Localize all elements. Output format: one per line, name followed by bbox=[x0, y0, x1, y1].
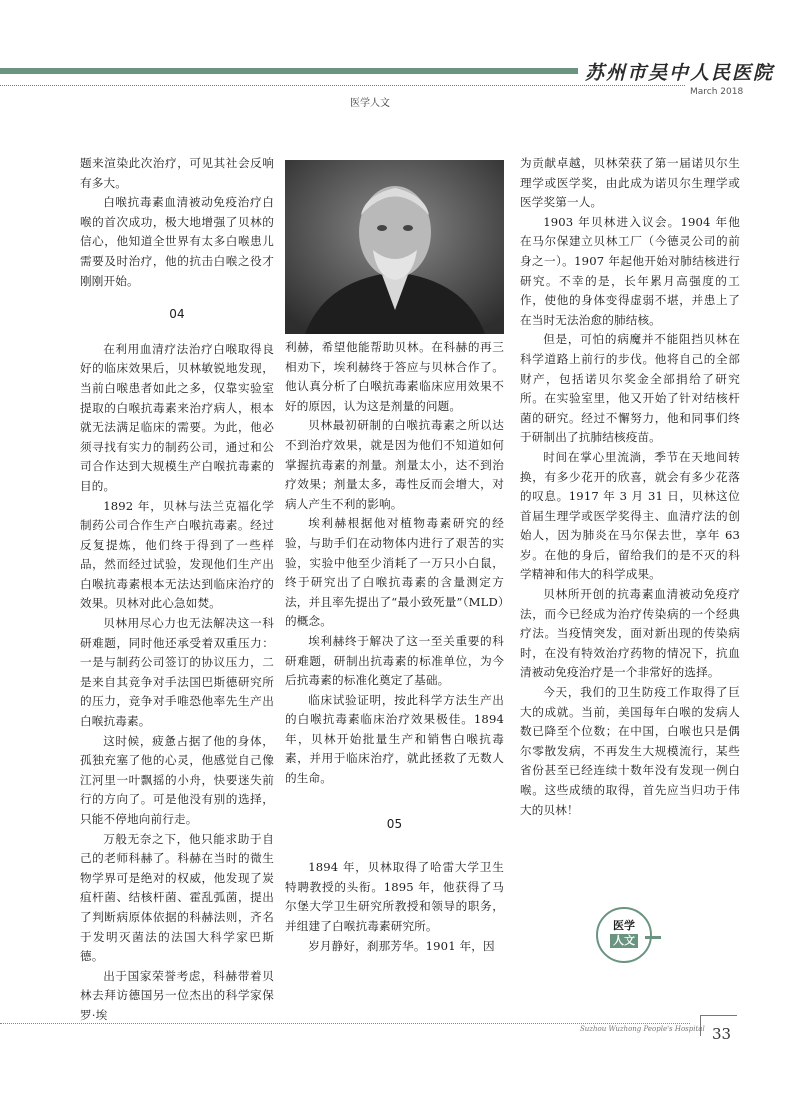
page-number: 33 bbox=[712, 1025, 732, 1043]
header-rule bbox=[0, 85, 685, 86]
column-left bbox=[80, 154, 274, 1026]
badge-tail bbox=[645, 936, 661, 939]
paragraph: 埃利赫终于解决了这一至关重要的科研难题，研制出抗毒素的标准单位，为今后抗毒素的标准化奠定了基础。 bbox=[285, 633, 504, 688]
column-middle bbox=[285, 338, 504, 956]
badge-line-2: 人文 bbox=[610, 934, 638, 948]
paragraph: 贝林所开创的抗毒素血清被动免疫疗法，而今已经成为治疗传染病的一个经典疗法。当疫情突发，面对新出现的传染病时，在没有特效治疗药物的情况下，抗血清被动免疫治疗是一个非常好的选择。 bbox=[520, 587, 740, 680]
section-tag: 医学人文 bbox=[350, 98, 390, 109]
paragraph: 1903 年贝林进入议会。1904 年他在马尔保建立贝林工厂（今德灵公司的前身之一）。1907 年起他开始对肺结核进行研究。不幸的是，长年累月高强度的工作，使他的身体变得虚弱不堪，并患上了在当时无法治愈的肺结核。 bbox=[520, 214, 740, 327]
paragraph: 出于国家荣誉考虑，科赫带着贝林去拜访德国另一位杰出的科学家保罗·埃 bbox=[80, 968, 274, 1022]
hospital-name: 苏州市吴中人民医院 bbox=[585, 62, 775, 84]
section-number: 04 bbox=[169, 307, 185, 322]
paragraph: 万般无奈之下，他只能求助于自己的老师科赫了。科赫在当时的微生物学界可是绝对的权威，他发现了炭疽杆菌、结核杆菌、霍乱弧菌，提出了判断病原体依据的科赫法则，齐名于发明灭菌法的法国大科学家巴斯德。 bbox=[80, 831, 274, 964]
paragraph: 埃利赫根据他对植物毒素研究的经验，与助手们在动物体内进行了艰苦的实验，实验中他至少消耗了一万只小白鼠，终于研究出了白喉抗毒素的含量测定方法，并且率先提出了“最小致死量”（MLD）的概念。 bbox=[285, 516, 504, 629]
paragraph: 临床试验证明，按此科学方法生产出的白喉抗毒素临床治疗效果极佳。1894 年，贝林开始批量生产和销售白喉抗毒素，并用于临床治疗，就此拯救了无数人的生命。 bbox=[285, 692, 504, 786]
paragraph: 贝林用尽心力也无法解决这一科研难题，同时他还承受着双重压力：一是与制药公司签订的协议压力，二是来自其竞争对手法国巴斯德研究所的压力，竞争对手唯恐他率先生产出白喉抗毒素。 bbox=[80, 616, 274, 729]
paragraph: 今天，我们的卫生防疫工作取得了巨大的成就。当前，美国每年白喉的发病人数已降至个位数；在中国，白喉也只是偶尔零散发病，不再发生大规模流行，某些省份甚至已经连续十数年没有发现一例白喉。这些成绩的取得，首先应当归功于伟大的贝林！ bbox=[520, 685, 740, 817]
paragraph: 但是，可怕的病魔并不能阻挡贝林在科学道路上前行的步伐。他将自己的全部财产，包括诺贝尔奖金全部捐给了研究所。在实验室里，他又开始了针对结核杆菌的研究。经过不懈努力，他和同事们终于研制出了抗肺结核疫苗。 bbox=[520, 332, 740, 445]
paragraph: 这时候，疲惫占据了他的身体，孤独充塞了他的心灵，他感觉自己像江河里一叶飘摇的小舟，快要迷失前行的方向了。可是他没有别的选择，只能不停地向前行走。 bbox=[80, 733, 274, 826]
footer-rule bbox=[0, 1023, 690, 1024]
footer-hospital-english: Suzhou Wuzhong People's Hospital bbox=[580, 1025, 705, 1033]
badge-line-1: 医学 bbox=[613, 919, 635, 932]
paragraph: 1892 年，贝林与法兰克福化学制药公司合作生产白喉抗毒素。经过反复提炼，他们终于得到了一些样品，然而经过试验，发现他们生产出白喉抗毒素根本无法达到临床治疗的效果。贝林对此心急如焚。 bbox=[80, 498, 274, 611]
issue-date: March 2018 bbox=[690, 87, 744, 97]
paragraph: 白喉抗毒素血清被动免疫治疗白喉的首次成功，极大地增强了贝林的信心，他知道全世界有太多白喉患儿需要及时治疗，他的抗击白喉之役才刚刚开始。 bbox=[80, 195, 274, 288]
paragraph: 岁月静好，刹那芳华。1901 年，因 bbox=[308, 938, 495, 953]
paragraph: 题来渲染此次治疗，可见其社会反响有多大。 bbox=[80, 156, 274, 190]
section-badge bbox=[596, 907, 652, 963]
paragraph: 贝林最初研制的白喉抗毒素之所以达不到治疗效果，就是因为他们不知道如何掌握抗毒素的剂量。剂量太小，达不到治疗效果；剂量太多，毒性反而会增大，对病人产生不利的影响。 bbox=[285, 418, 504, 511]
portrait-photo bbox=[285, 160, 504, 334]
paragraph: 在利用血清疗法治疗白喉取得良好的临床效果后，贝林敏锐地发现，当前白喉患者如此之多，仅靠实验室提取的白喉抗毒素来治疗病人，根本就无法满足临床的需要。为此，他必须寻找有实力的制药公司，通过和公司合作达到大规模生产白喉抗毒素的目的。 bbox=[80, 341, 274, 493]
header-accent-bar bbox=[0, 68, 578, 74]
column-right bbox=[520, 154, 740, 820]
section-number: 05 bbox=[386, 816, 403, 831]
paragraph: 1894 年，贝林取得了哈雷大学卫生特聘教授的头衔。1895 年，他获得了马尔堡大学卫生研究所教授和领导的职务，并组建了白喉抗毒素研究所。 bbox=[285, 860, 504, 934]
paragraph: 为贡献卓越，贝林荣获了第一届诺贝尔生理学或医学奖，由此成为诺贝尔生理学或医学奖第一人。 bbox=[520, 156, 740, 210]
paragraph: 时间在掌心里流淌，季节在天地间转换，有多少花开的欣喜，就会有多少花落的叹息。1917 年 3 月 31 日，贝林这位首届生理学或医学奖得主、血清疗法的创始人，因为肺炎在马尔保去世，享年 63 岁。在他的身后，留给我们的是不灭的科学精神和伟大的科学成果。 bbox=[520, 449, 740, 582]
paragraph: 利赫，希望他能帮助贝林。在科赫的再三相劝下，埃利赫终于答应与贝林合作了。他认真分析了白喉抗毒素临床应用效果不好的原因，认为这是剂量的问题。 bbox=[285, 340, 504, 413]
